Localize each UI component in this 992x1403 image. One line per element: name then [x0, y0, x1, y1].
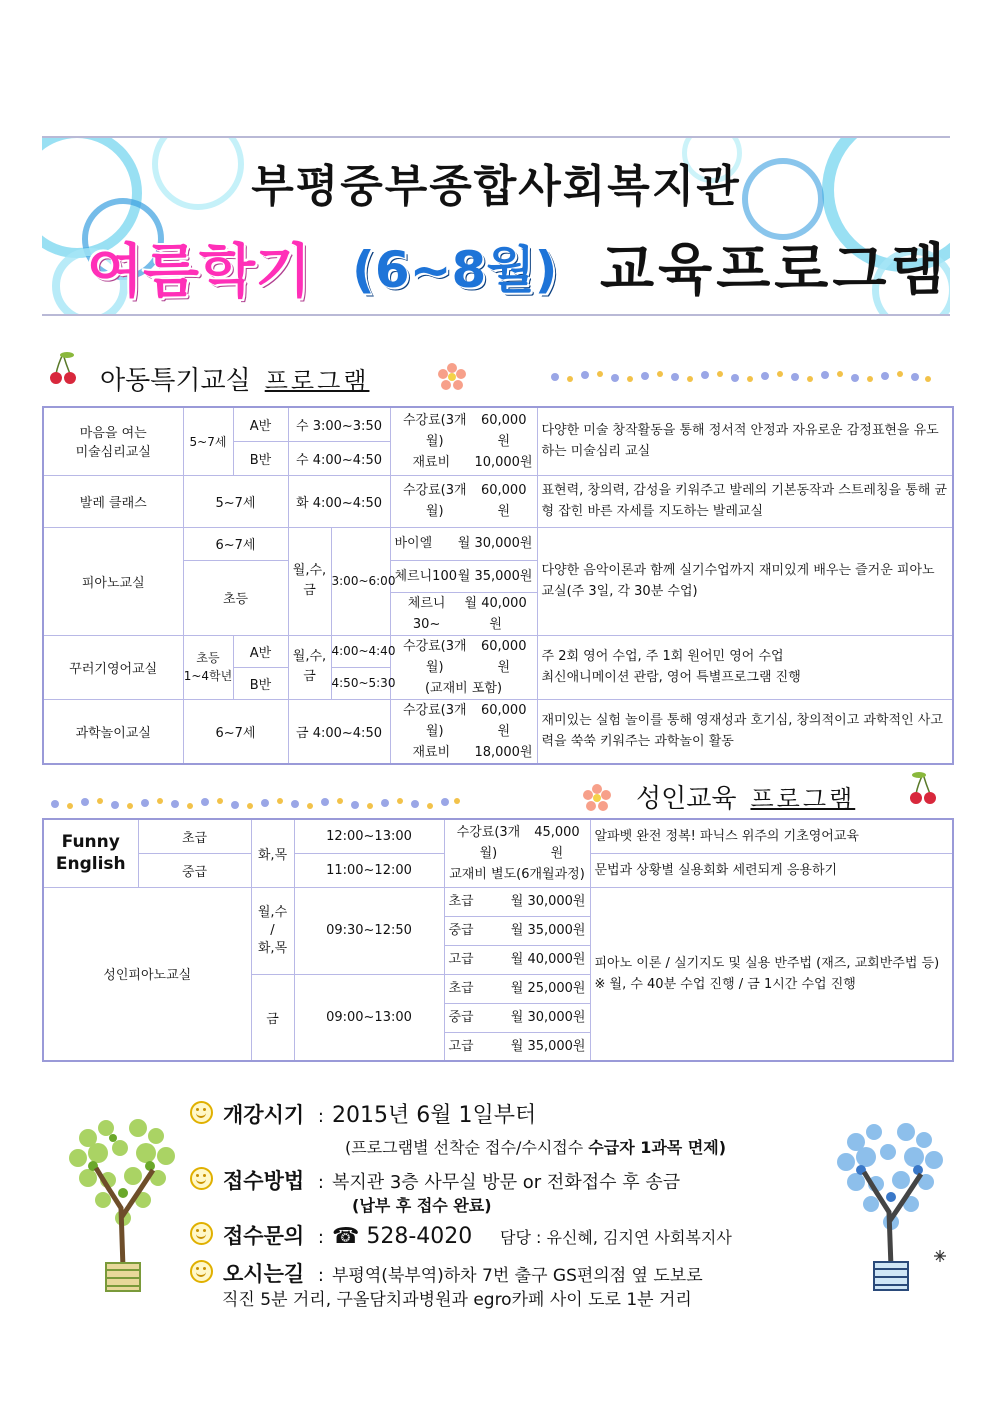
registration-note: (납부 후 접수 완료)	[352, 1196, 492, 1215]
start-info: 개강시기 : 2015년 6월 1일부터	[190, 1098, 536, 1129]
directions-info: 오시는길 : 부평역(북부역)하차 7번 출구 GS편의점 옆 도보로	[190, 1258, 703, 1288]
table-row: 발레 클래스 5~7세 화 4:00~4:50 수강료(3개월) 60,000원 표현력, 창의력, 감성을 키워주고 발레의 기본동작과 스트레칭을 통해 균형 잡힌 바른 자세를 지도하는 발레교실	[43, 475, 953, 527]
smiley-icon	[190, 1101, 213, 1124]
table-row: 피아노교실 6~7세 월,수,금 3:00~6:00 바이엘 월 30,000원 다양한 음악이론과 함께 실기수업까지 재미있게 배우는 즐거운 피아노 교실(주 3일, 각 30분 수업)	[43, 527, 953, 560]
table-row: 과학놀이교실 6~7세 금 4:00~4:50 수강료(3개월) 60,000원 재료비 18,000원 재미있는 실험 놀이를 통해 영재성과 호기심, 창의적이고 과학적인 사고력을 쑥쑥 키워주는 과학놀이 활동	[43, 699, 953, 764]
banner	[42, 136, 950, 316]
banner-months: (6~8월)	[352, 241, 558, 299]
flower-icon	[437, 362, 467, 392]
directions-line2: 직진 5분 거리, 구올담치과병원과 egro카페 사이 도로 1분 거리	[222, 1290, 692, 1310]
flower-icon	[582, 783, 612, 813]
contact-info: 접수문의 : ☎ 528-4020 담당 : 유신혜, 김지연 사회복지사	[190, 1220, 732, 1250]
start-note: (프로그램별 선착순 접수/수시접수 수급자 1과목 면제)	[345, 1138, 727, 1157]
registration-info: 접수방법 : 복지관 3층 사무실 방문 or 전화접수 후 송금	[190, 1165, 680, 1195]
banner-title: 부평중부종합사회복지관	[251, 161, 741, 212]
banner-season: 여름학기	[87, 237, 312, 305]
banner-program: 교육프로그램	[600, 238, 949, 303]
children-table: 마음을 여는 미술심리교실 5~7세 A반 수 3:00~3:50 수강료(3개월) 60,000원 재료비 10,000원 다양한 미술 창작활동을 통해 정서적 안정과 자유로운 감정표현을 유도하는 미술심리 교실 B반 수 4:00~4:50 발레 클래스 5~7세 화 4:00~4:50 수강료(3개월) 60,000원 표현력, 창의력, 감성을 키워주고 발레의 기본동작과 스트레칭을 통해 균형 잡힌 바른 자세를 지도하는 발레교실 피아노교실 6~7세 월,수,금 3:00~6:00 바이엘 월 30,000원 다양한 음악이론과 함께 실기수업까지 재미있게 배우는 즐거운 피아노 교실(주 3일, 각 30분 수업) 초등 체르니100 월 35,000원 체르니30~ 월 40,000원 꾸러기영어교실 초등 1~4학년 A반 월,수,금 4:00~4:40 수강료(3개월) 60,000원 (교재비 포함) 주 2회 영어 수업, 주 1회 원어민 영어 수업 최신애니메이션 관람, 영어 특별프로그램 진행 B반 4:50~5:30 과학놀이교실 6~7세 금 4:00~4:50 수강료(3개월) 60,000원 재료비 18,000원 재미있는 실험 놀이를 통해 영재성과 호기심, 창의적이고 과학적인 사고력을 쑥쑥 키워주는 과학놀이 활동	[42, 406, 954, 765]
cherry-icon	[908, 770, 938, 806]
table-row: 성인피아노교실 월,수 / 화,목 09:30~12:50 초급 월 30,000원 피아노 이론 / 실기지도 및 실용 반주법 (재즈, 교회반주법 등) ※ 월, 수 40분 수업 진행 / 금 1시간 수업 진행	[43, 887, 953, 916]
children-heading: 아동특기교실 프로그램	[100, 366, 370, 396]
table-row: Funny English 초급 화,목 12:00~13:00 수강료(3개월) 45,000원 교재비 별도(6개월과정) 알파벳 완전 정복! 파닉스 위주의 기초영어교육	[43, 819, 953, 853]
smiley-icon	[190, 1167, 213, 1190]
adult-table: Funny English 초급 화,목 12:00~13:00 수강료(3개월) 45,000원 교재비 별도(6개월과정) 알파벳 완전 정복! 파닉스 위주의 기초영어교육 중급 11:00~12:00 문법과 상황별 실용회화 세련되게 응용하기 성인피아노교실 월,수 / 화,목 09:30~12:50 초급 월 30,000원 피아노 이론 / 실기지도 및 실용 반주법 (재즈, 교회반주법 등) ※ 월, 수 40분 수업 진행 / 금 1시간 수업 진행 중급 월 35,000원 고급 월 40,000원 금 09:00~13:00 초급 월 25,000원 중급 월 30,000원 고급 월 35,000원	[42, 818, 954, 1062]
cherry-icon	[48, 350, 78, 386]
green-tree-icon	[58, 1108, 188, 1298]
table-row: 마음을 여는 미술심리교실 5~7세 A반 수 3:00~3:50 수강료(3개월) 60,000원 재료비 10,000원 다양한 미술 창작활동을 통해 정서적 안정과 자유로운 감정표현을 유도하는 미술심리 교실	[43, 407, 953, 441]
smiley-icon	[190, 1260, 213, 1283]
adult-heading: 성인교육 프로그램	[636, 784, 856, 814]
flower-border-icon	[45, 794, 465, 814]
table-row: 꾸러기영어교실 초등 1~4학년 A반 월,수,금 4:00~4:40 수강료(3개월) 60,000원 (교재비 포함) 주 2회 영어 수업, 주 1회 원어민 영어 수업 최신애니메이션 관람, 영어 특별프로그램 진행	[43, 635, 953, 667]
smiley-icon	[190, 1222, 213, 1245]
blue-tree-icon	[826, 1112, 956, 1297]
flower-border-icon	[545, 367, 935, 387]
